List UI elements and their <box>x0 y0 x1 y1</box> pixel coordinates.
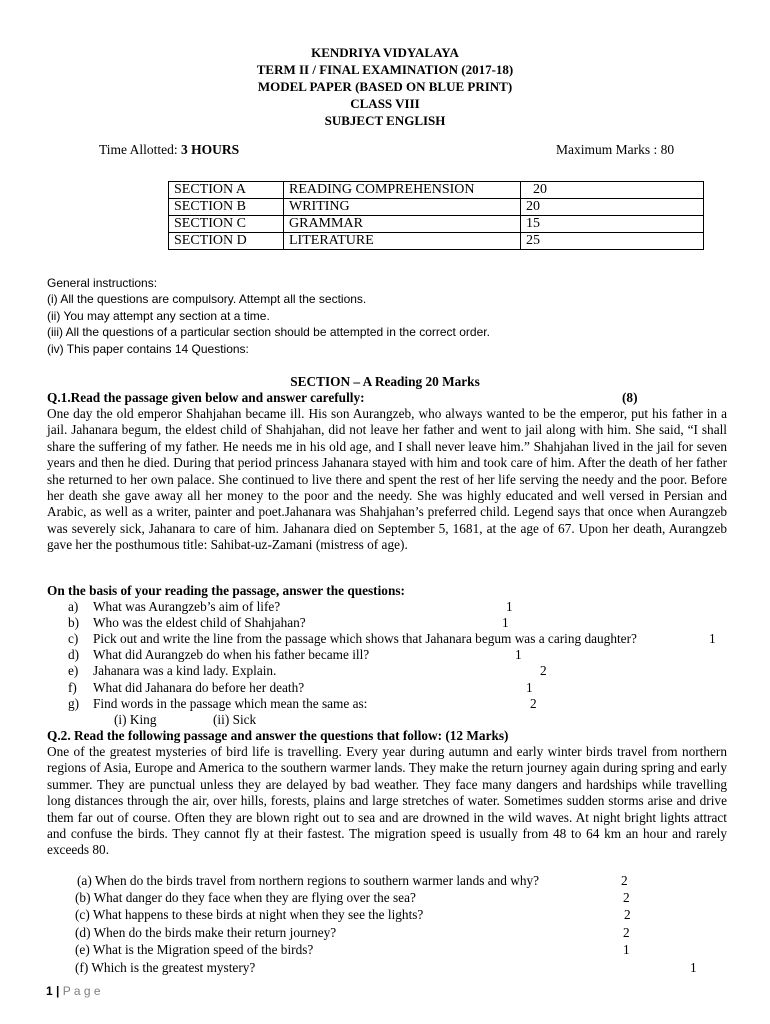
question-label: d) <box>68 647 80 662</box>
page-number: 1 <box>46 984 53 998</box>
section-cell: SECTION B <box>169 199 284 216</box>
question-text: (a) When do the birds travel from northern regions to southern warmer lands and why? <box>77 873 540 888</box>
question-label: e) <box>68 663 79 678</box>
question-text: (d) When do the birds make their return journey? <box>75 925 337 940</box>
question-marks: 1 <box>526 680 533 695</box>
question-label: a) <box>68 599 79 614</box>
question-text: Pick out and write the line from the passage which shows that Jahanara begum was a caring daughter? <box>93 631 637 646</box>
table-row <box>169 182 704 199</box>
question-marks: 1 <box>709 631 716 646</box>
exam-term: TERM II / FINAL EXAMINATION (2017-18) <box>256 62 514 77</box>
question-marks: 2 <box>530 696 537 711</box>
section-marks-cell: 20 <box>521 182 704 199</box>
section-cell: SECTION C <box>169 216 284 233</box>
question-marks: 2 <box>623 925 630 940</box>
section-marks-cell: 25 <box>521 233 704 250</box>
question-marks: 1 <box>690 960 697 975</box>
question-text: Jahanara was a kind lady. Explain. <box>93 663 277 678</box>
section-name-cell: LITERATURE <box>284 233 521 250</box>
q1-passage: One day the old emperor Shahjahan became ill. His son Aurangzeb, who always wanted to be the emperor, put his father in a jail. Jahanara begum, the eldest child of Shahjahan, did not leave her father and went to jail along with him. She said, “I shall share the suffering of my father. He needs me in his old age, and I shall never leave him.” Shahjahan lived in the jail for seven years and then he died. During that period princess Jahanara stayed with him and took care of him. After the death of her father she returned to her own palace. She continued to live there and spent the rest of her life serving the needy and the poor. Before her death she gave away all her money to the poor and the needy. She was highly educated and well versed in Persian and Arabic, as well as a writer, painter and poet.Jahanara was Shahjahan’s preferred child. Legend says that once when Aurangzeb was severely sick, Jahanara to care of him. Jahanara died on September 5, 1681, at the age of 67. Upon her death, Aurangzeb gave her the posthumous title: Sahibat-uz-Zamani (mistress of age). <box>47 406 727 553</box>
section-cell: SECTION D <box>169 233 284 250</box>
table-row <box>169 216 704 233</box>
question-text: Who was the eldest child of Shahjahan? <box>93 615 306 630</box>
page-footer <box>46 984 101 998</box>
section-marks-cell: 20 <box>521 199 704 216</box>
maximum-marks: Maximum Marks : 80 <box>556 142 675 157</box>
table-row <box>169 233 704 250</box>
instruction-item: (iii) All the questions of a particular section should be attempted in the correct order. <box>47 325 490 339</box>
section-name-cell: READING COMPREHENSION <box>284 182 521 199</box>
section-name-cell: GRAMMAR <box>284 216 521 233</box>
question-text: What did Jahanara do before her death? <box>93 680 305 695</box>
question-marks: 1 <box>515 647 522 662</box>
question-marks: 2 <box>540 663 547 678</box>
question-text: (b) What danger do they face when they are flying over the sea? <box>75 890 416 905</box>
q2-passage: One of the greatest mysteries of bird life is travelling. Every year during autumn and early winter birds travel from northern regions of Asia, Europe and America to the southern warmer lands. They make the return journey again during spring and early summer. They are punctual unless they are delayed by bad weather. They face many dangers and hardships while travelling long distances through the air, over hills, forests, plains and large stretches of water. Sometimes sudden storms arise and drive them far out of course. Often they are blown right out to sea and are drowned in the wild waves. At night bright lights attract and confuse the birds. They cannot fly at their fastest. The migration speed is usually from 48 to 64 km an hour and rarely exceeds 80. <box>47 744 727 858</box>
question-marks: 1 <box>506 599 513 614</box>
instruction-item: (iv) This paper contains 14 Questions: <box>47 342 249 356</box>
question-text: What did Aurangzeb do when his father became ill? <box>93 647 370 662</box>
paper-type: MODEL PAPER (BASED ON BLUE PRINT) <box>257 79 513 94</box>
page-word: P a g e <box>62 984 101 998</box>
class-name: CLASS VIII <box>350 96 420 111</box>
page-separator: | <box>56 984 60 998</box>
question-marks: 1 <box>623 942 630 957</box>
time-allotted <box>99 142 239 158</box>
time-label: Time Allotted: <box>99 142 182 157</box>
time-value: 3 HOURS <box>181 142 240 157</box>
table-row <box>169 199 704 216</box>
question-text: (e) What is the Migration speed of the birds? <box>75 942 314 957</box>
section-a-title: SECTION – A Reading 20 Marks <box>290 374 480 389</box>
sections-table <box>168 181 704 250</box>
question-marks: 2 <box>624 907 631 922</box>
q2-heading: Q.2. Read the following passage and answer the questions that follow: (12 Marks) <box>47 728 509 743</box>
instruction-item: (i) All the questions are compulsory. Attempt all the sections. <box>47 292 367 306</box>
question-text: (c) What happens to these birds at night when they see the lights? <box>75 907 424 922</box>
question-text: (f) Which is the greatest mystery? <box>75 960 256 975</box>
q1-heading: Q.1.Read the passage given below and answer carefully: <box>47 390 365 405</box>
instructions-title: General instructions: <box>47 276 158 290</box>
subject-name: SUBJECT ENGLISH <box>324 113 446 128</box>
school-name: KENDRIYA VIDYALAYA <box>311 45 459 60</box>
word-item: (i) King <box>114 712 157 727</box>
question-marks: 1 <box>502 615 509 630</box>
question-text: What was Aurangzeb’s aim of life? <box>93 599 281 614</box>
question-label: g) <box>68 696 80 711</box>
question-marks: 2 <box>623 890 630 905</box>
instruction-item: (ii) You may attempt any section at a time. <box>47 309 270 323</box>
section-name-cell: WRITING <box>284 199 521 216</box>
q1-questions-heading: On the basis of your reading the passage, answer the questions: <box>47 583 405 598</box>
question-label: b) <box>68 615 80 630</box>
question-marks: 2 <box>621 873 628 888</box>
question-label: f) <box>68 680 77 695</box>
q1-marks: (8) <box>622 390 638 405</box>
section-cell: SECTION A <box>169 182 284 199</box>
word-item: (ii) Sick <box>213 712 257 727</box>
section-marks-cell: 15 <box>521 216 704 233</box>
question-label: c) <box>68 631 79 646</box>
question-text: Find words in the passage which mean the same as: <box>93 696 368 711</box>
